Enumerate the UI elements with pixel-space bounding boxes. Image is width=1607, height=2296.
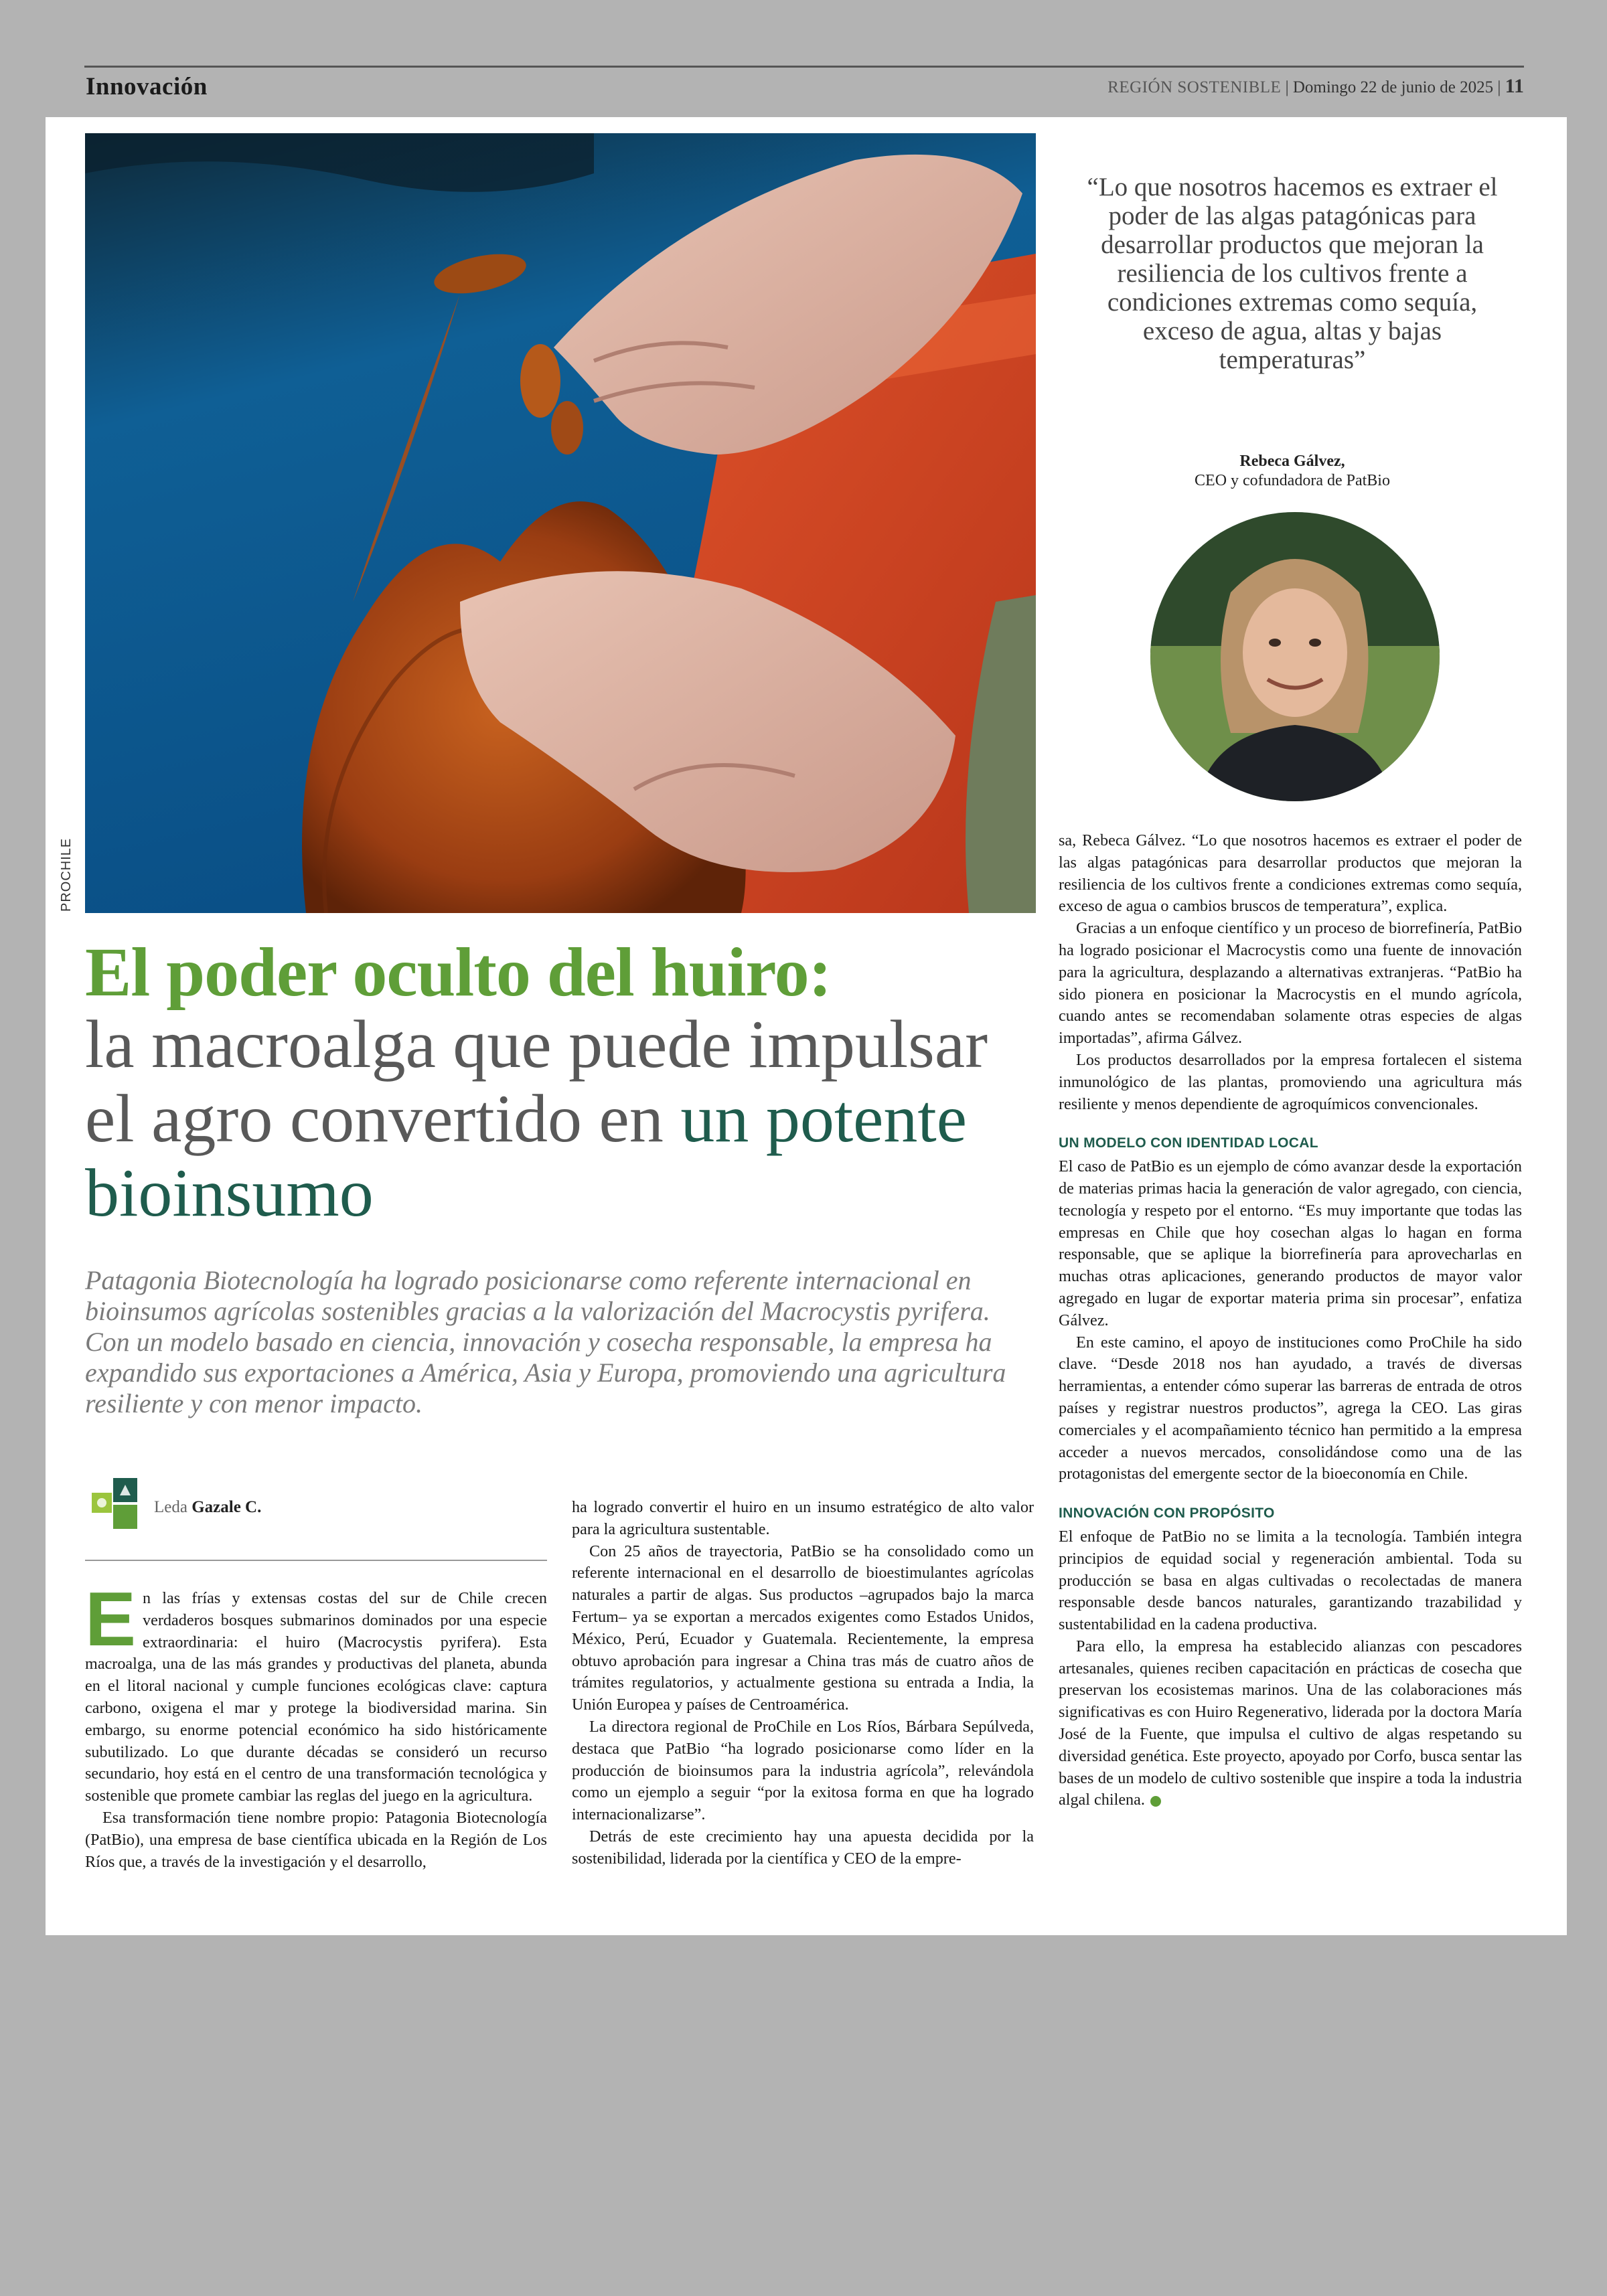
headline-secondary (85, 1007, 1022, 1230)
hands-holding-seaweed-photo (85, 133, 1036, 913)
drop-cap: E (85, 1577, 137, 1662)
section-subhead: INNOVACIÓN CON PROPÓSITO (1059, 1505, 1275, 1522)
header-separator: | (1285, 78, 1293, 96)
article-lead: Patagonia Biotecnología ha logrado posicionarse como referente internacional en bioinsumos agrícolas sostenibles gracias a la valorización del Macrocystis pyrifera. Con un modelo basado en ciencia, innovación y cosecha responsable, la empresa ha expandido sus exportaciones a América, Asia y Europa, promoviendo una agricultura resiliente y con menor impacto. (85, 1265, 1006, 1418)
author-byline (154, 1498, 261, 1517)
byline-divider (85, 1560, 547, 1561)
headline-main: El poder oculto del huiro: (85, 934, 832, 1011)
issue-date: Domingo 22 de junio de 2025 (1292, 78, 1494, 96)
publication-name: REGIÓN SOSTENIBLE (1107, 78, 1282, 96)
section-subhead: UN MODELO CON IDENTIDAD LOCAL (1059, 1135, 1318, 1151)
page-header-info (1004, 75, 1524, 98)
header-separator: | (1497, 78, 1505, 96)
body-paragraph: Los productos desarrollados por la empresa fortalecen el sistema inmunológico de las plantas, promoviendo una agricultura más resiliente y menos dependiente de agroquímicos convencionales. (1059, 1050, 1522, 1113)
author-last-name: Gazale C. (192, 1498, 262, 1516)
end-of-article-dot-icon (1150, 1796, 1161, 1807)
paragraph-text: n las frías y extensas costas del sur de Chile crecen verdaderos bosques submarinos dominados por una especie extraordinaria: el huiro (Macrocystis pyrifera). Esta macroalga, una de las más grandes y productivas del planeta, abunda en el litoral nacional y cumple funciones ecológicas clave: captura carbono, oxigena el mar y protege la biodiversidad marina. Sin embargo, su enorme potencial económico ha sido históricamente subutilizado. Lo que durante décadas se consideró un recurso secundario, hoy está en el centro de una transformación tecnológica y sostenible que promete cambiar las reglas del juego en la agricultura. (85, 1589, 547, 1805)
headline-accent: un potente bioinsumo (85, 1081, 968, 1231)
pull-quote: “Lo que nosotros hacemos es extraer el poder de las algas patagónicas para desarrollar productos que mejoran la resiliencia de los cultivos frente a condiciones extremas como sequía, exceso de agua, altas y bajas temperaturas” (1087, 173, 1498, 374)
page-number: 11 (1505, 75, 1524, 97)
body-column-2 (572, 1497, 1034, 1870)
paragraph-text: Para ello, la empresa ha establecido alianzas con pescadores artesanales, quienes reciben capacitación en prácticas de cosecha que preservan los ecosistemas marinos. Una de las colaboraciones más significativas es con Huiro Regenerativo, liderada por la doctora María José de la Fuente, que impulsa el cultivo de algas respetando su diversidad genética. Este proyecto, apoyado por Corfo, busca sentar las bases de un modelo de cultivo sostenible que inspire a toda la industria algal chilena. (1059, 1637, 1522, 1809)
body-paragraph: Con 25 años de trayectoria, PatBio se ha consolidado como un referente internacional en el desarrollo de bioestimulantes agrícolas naturales a partir de algas. Sus productos –agrupados bajo la marca Fertum– ya se exportan a mercados exigentes como Estados Unidos, México, Perú, Ecuador y Guatemala. Recientemente, la empresa obtuvo aprobación para ingresar a China tras más de cuatro años de trámites regulatorios, y actualmente gestiona su entrada a India, la Unión Europea y países de Centroamérica. (572, 1542, 1034, 1714)
body-paragraph: Detrás de este crecimiento hay una apuesta decidida por la sostenibilidad, liderada por la científica y CEO de la empre- (572, 1827, 1034, 1868)
section-label: Innovación (86, 73, 208, 100)
body-paragraph: El enfoque de PatBio no se limita a la tecnología. También integra principios de equidad social y regeneración ambiental. Toda su producción se basa en algas cultivadas o recolectadas de manera responsable desde bancos naturales, garantizando trazabilidad y sustentabilidad en la cadena productiva. (1059, 1527, 1522, 1634)
author-first-name: Leda (154, 1498, 187, 1516)
body-paragraph (1059, 1636, 1522, 1811)
body-paragraph: El caso de PatBio es un ejemplo de cómo avanzar desde la exportación de materias primas hacia la generación de valor agregado, con ciencia, tecnología y respeto por el entorno. “Es muy importante que todas las empresas en Chile que hoy cosechan algas lo hagan en forma responsable, que se aplique la biorrefinería para aprovecharlas en muchas otras aplicaciones, generando productos de mayor valor agregado en lugar de exportar materia prima sin procesar”, enfatiza Gálvez. (1059, 1157, 1522, 1329)
photo-credit: PROCHILE (59, 837, 74, 912)
body-paragraph (85, 1577, 547, 1807)
quote-author-role: CEO y cofundadora de PatBio (1195, 472, 1390, 489)
portrait-illustration (1150, 512, 1440, 801)
body-column-3 (1059, 830, 1522, 1811)
body-paragraph: sa, Rebeca Gálvez. “Lo que nosotros hacemos es extraer el poder de las algas patagónicas para desarrollar productos que mejoran la resiliencia de los cultivos frente a condiciones extremas como sequía, exceso de agua o cambios bruscos de temperatura”, explica. (1059, 831, 1522, 916)
header-rule (84, 66, 1524, 68)
body-column-1 (85, 1577, 547, 1873)
body-paragraph: La directora regional de ProChile en Los Ríos, Bárbara Sepúlveda, destaca que PatBio “ha logrado posicionarse como líder en la producción de bioinsumos para la industria agrícola”, relevándola como un ejemplo a seguir “por la exitosa forma en que ha logrado internacionalizarse”. (572, 1717, 1034, 1824)
region-sostenible-logo (88, 1475, 141, 1532)
woman-portrait-photo (1150, 512, 1440, 801)
photo-illustration (85, 133, 1036, 913)
body-paragraph: Gracias a un enfoque científico y un proceso de biorrefinería, PatBio ha logrado posicionar el Macrocystis como una fuente de innovación para la agricultura, desplazando a alternativas extranjeras. “PatBio ha sido pionera en posicionar la Macrocystis en el mundo agrícola, cuando antes se recomendaban solamente otras especies de algas importadas”, afirma Gálvez. (1059, 919, 1522, 1048)
headline-secondary-text: la macroalga que puede impulsar el agro convertido en (85, 1007, 988, 1157)
quote-author: Rebeca Gálvez, (1239, 453, 1345, 470)
body-paragraph: En este camino, el apoyo de instituciones como ProChile ha sido clave. “Desde 2018 nos han ayudado, a través de diversas herramientas, a entender cómo superar las barreras de entrada de otros países y registrar nuestros productos”, agrega la CEO. Las giras comerciales y el acompañamiento técnico han permitido a la empresa acceder a nuevos mercados, consolidándose como una de las protagonistas del emergente sector de la bioeconomía en Chile. (1059, 1333, 1522, 1483)
body-paragraph: Esa transformación tiene nombre propio: Patagonia Biotecnología (PatBio), una empresa de base científica ubicada en la Región de Los Ríos que, a través de la investigación y el desarrollo, (85, 1808, 547, 1871)
body-paragraph: ha logrado convertir el huiro en un insumo estratégico de alto valor para la agricultura sustentable. (572, 1498, 1034, 1538)
